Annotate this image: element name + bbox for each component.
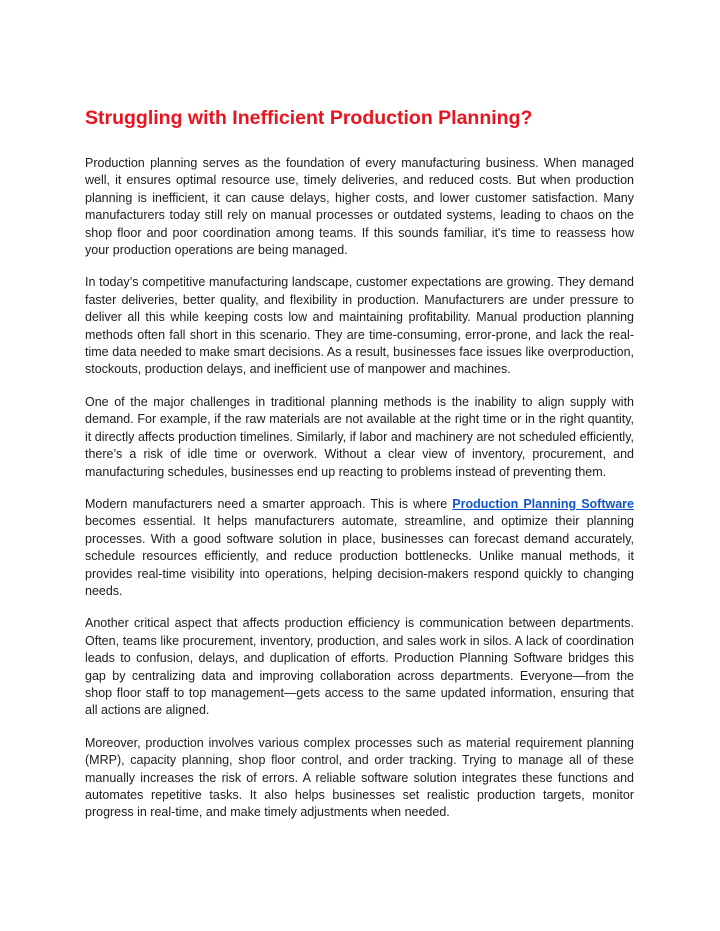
- paragraph-processes: Moreover, production involves various complex processes such as material requirement planning (MRP), capacity planning, shop floor control, and order tracking. Trying to manage all of these manually increases the risk of errors. A reliable software solution integrates these functions and automates repetitive tasks. It also helps businesses set realistic production targets, monitor progress in real-time, and make timely adjustments when needed.: [85, 735, 634, 820]
- paragraph-intro: Production planning serves as the foundation of every manufacturing business. When managed well, it ensures optimal resource use, timely deliveries, and reduced costs. But when production planning is inefficient, it can cause delays, higher costs, and lower customer satisfaction. Many manufacturers today still rely on manual processes or outdated systems, leading to chaos on the shop floor and poor coordination among teams. If this sounds familiar, it's time to reassess how your production operations are being managed.: [85, 156, 634, 258]
- paragraph-software: [85, 496, 634, 600]
- document-page: [85, 106, 634, 837]
- paragraph-challenges: One of the major challenges in traditional planning methods is the inability to align supply with demand. For example, if the raw materials are not available at the right time or in the right quantity, it directly affects production timelines. Similarly, if labor and machinery are not scheduled efficiently, there’s a risk of idle time or overwork. Without a clear view of inventory, procurement, and manufacturing schedules, businesses end up reacting to problems instead of preventing them.: [85, 394, 634, 479]
- document-title: Struggling with Inefficient Production Planning?: [85, 107, 533, 129]
- paragraph-software-rest: becomes essential. It helps manufacturers automate, streamline, and optimize their planning processes. With a good software solution in place, businesses can forecast demand accurately, schedule resources efficiently, and reduce production bottlenecks. Unlike manual methods, it provides real-time visibility into operations, helping decision-makers respond quickly to changing needs.: [85, 514, 634, 598]
- paragraph-communication: Another critical aspect that affects production efficiency is communication between departments. Often, teams like procurement, inventory, production, and sales work in silos. A lack of coordination leads to confusion, delays, and duplication of efforts. Production Planning Software bridges this gap by centralizing data and improving collaboration across departments. Everyone—from the shop floor staff to top management—gets access to the same updated information, ensuring that all actions are aligned.: [85, 616, 634, 718]
- paragraph-landscape: In today’s competitive manufacturing landscape, customer expectations are growing. They demand faster deliveries, better quality, and flexibility in production. Manufacturers are under pressure to deliver all this while keeping costs low and maintaining profitability. Manual production planning methods often fall short in this scenario. They are time-consuming, error-prone, and lack the real-time data needed to make smart decisions. As a result, businesses face issues like overproduction, stockouts, production delays, and inefficient use of manpower and machines.: [85, 275, 634, 377]
- paragraph-software-lead: Modern manufacturers need a smarter approach. This is where: [85, 496, 453, 511]
- production-planning-software-link[interactable]: Production Planning Software: [452, 496, 634, 511]
